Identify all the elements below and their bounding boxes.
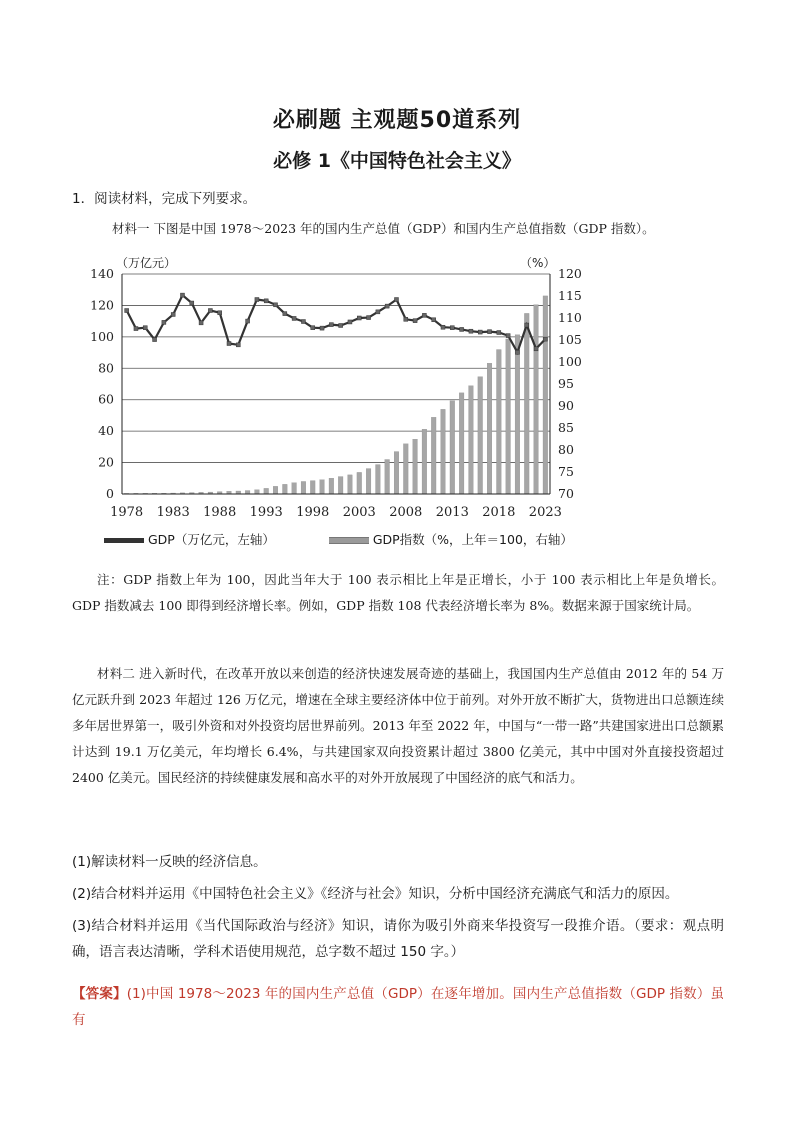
gdp-index-point-2019 <box>506 334 510 338</box>
gdp-bar-2015 <box>469 386 474 494</box>
sub-question-3: (3)结合材料并运用《当代国际政治与经济》知识，请你为吸引外商来华投资写一段推介语。（要求：观点明确，语言表达清晰，学科术语使用规范，总字数不超过 150 字。） <box>72 918 724 960</box>
right-tick-label: 95 <box>558 376 574 391</box>
gdp-bar-2006 <box>385 460 390 494</box>
x-tick-label: 1978 <box>110 505 144 520</box>
gdp-bar-2007 <box>394 452 399 494</box>
left-tick-label: 140 <box>90 266 114 281</box>
gdp-index-point-1987 <box>208 309 212 313</box>
right-tick-label: 110 <box>558 310 582 325</box>
x-tick-label: 2008 <box>389 505 423 520</box>
gdp-index-point-1990 <box>236 343 240 347</box>
gdp-bar-2008 <box>403 444 408 494</box>
gdp-index-point-1993 <box>264 299 268 303</box>
gdp-index-point-2022 <box>534 347 538 351</box>
gdp-bar-1993 <box>264 488 269 494</box>
gdp-index-point-1991 <box>246 319 250 323</box>
left-tick-label: 0 <box>106 486 114 501</box>
gdp-bar-2022 <box>534 305 539 494</box>
gdp-bar-2021 <box>524 313 529 494</box>
x-tick-label: 1998 <box>296 505 330 520</box>
gdp-index-point-2009 <box>413 319 417 323</box>
gdp-index-point-1995 <box>283 312 287 316</box>
legend-gdp-label: GDP（万亿元，左轴） <box>148 532 275 547</box>
gdp-bar-1997 <box>301 481 306 494</box>
gdp-index-point-2023 <box>543 337 547 341</box>
gdp-index-point-1981 <box>153 338 157 342</box>
sub-question-1: (1)解读材料一反映的经济信息。 <box>72 854 267 870</box>
x-tick-label: 1993 <box>249 505 283 520</box>
gdp-bar-1991 <box>245 491 250 494</box>
gdp-index-point-2004 <box>367 316 371 320</box>
gdp-bar-2017 <box>487 363 492 494</box>
gdp-index-point-1999 <box>320 326 324 330</box>
gdp-bar-2018 <box>497 350 502 494</box>
gdp-bar-1995 <box>283 484 288 494</box>
gdp-bar-2005 <box>376 465 381 494</box>
sub-question-2: (2)结合材料并运用《中国特色社会主义》《经济与社会》知识，分析中国经济充满底气和活力的原因。 <box>72 886 679 902</box>
legend-index <box>329 530 573 548</box>
x-tick-label: 2023 <box>528 505 562 520</box>
page-title: 必刷题 主观题50道系列 <box>272 108 522 133</box>
gdp-index-point-2017 <box>488 330 492 334</box>
legend-gdp-swatch <box>104 538 144 543</box>
gdp-bar-2014 <box>459 393 464 494</box>
gdp-index-point-1982 <box>162 320 166 324</box>
question-stem: 1．阅读材料，完成下列要求。 <box>72 191 257 207</box>
gdp-bar-2023 <box>543 296 548 494</box>
legend-gdp <box>104 530 275 548</box>
gdp-bar-2002 <box>348 475 353 494</box>
gdp-bar-2000 <box>329 478 334 494</box>
material1-intro: 材料一 下图是中国 1978～2023 年的国内生产总值（GDP）和国内生产总值指数（GDP 指数）。 <box>112 221 655 236</box>
right-tick-label: 100 <box>558 354 582 369</box>
gdp-index-point-1980 <box>143 326 147 330</box>
x-tick-label: 1988 <box>203 505 237 520</box>
left-tick-label: 20 <box>98 454 114 470</box>
gdp-bar-1994 <box>273 486 278 494</box>
gdp-index-point-2016 <box>478 330 482 334</box>
right-tick-label: 105 <box>558 332 582 347</box>
gdp-index-point-2012 <box>441 325 445 329</box>
gdp-index-point-2008 <box>404 317 408 321</box>
left-tick-label: 100 <box>90 328 114 344</box>
gdp-index-point-1979 <box>134 327 138 331</box>
gdp-index-point-2013 <box>450 326 454 330</box>
gdp-bar-2001 <box>338 477 343 494</box>
page-subtitle: 必修 1《中国特色社会主义》 <box>273 150 521 172</box>
right-tick-label: 80 <box>558 442 574 457</box>
material2: 材料二 进入新时代，在改革开放以来创造的经济快速发展奇迹的基础上，我国国内生产总值由 2012 年的 54 万亿元跃升到 2023 年超过 126 万亿元，增速在全球主要经济体中位于前列。对外开放不断扩大，货物进出口总额连续多年居世界第一，吸引外资和对外投资均居世界前列。2013 年至 2022 年，中国与“一带一路”共建国家进出口总额累计达到 19.1 万亿美元，年均增长 6.4%，与共建国家双向投资累计超过 3800 亿美元，其中中国对外直接投资超过 2400 亿美元。国民经济的持续健康发展和高水平的对外开放展现了中国经济的底气和活力。 <box>72 666 724 785</box>
gdp-bar-1996 <box>292 483 297 494</box>
right-axis-unit: （%） <box>520 256 556 270</box>
gdp-index-point-2003 <box>357 316 361 320</box>
gdp-index-point-2006 <box>385 304 389 308</box>
gdp-bar-2020 <box>515 335 520 494</box>
chart-gridlines <box>122 274 550 463</box>
gdp-index-point-1983 <box>171 312 175 316</box>
gdp-index-point-2015 <box>469 329 473 333</box>
gdp-index-point-2014 <box>460 327 464 331</box>
answer-tag: 【答案】 <box>72 986 127 1002</box>
gdp-bar-2010 <box>422 429 427 494</box>
gdp-index-point-2000 <box>329 323 333 327</box>
gdp-bar-2019 <box>506 339 511 494</box>
gdp-index-point-1992 <box>255 298 259 302</box>
gdp-index-point-1997 <box>301 320 305 324</box>
gdp-index-point-2005 <box>376 310 380 314</box>
left-tick-label: 40 <box>98 423 114 439</box>
answer-line <box>72 981 724 1033</box>
gdp-bar-1992 <box>255 490 260 494</box>
gdp-index-point-1994 <box>274 303 278 307</box>
left-tick-label: 120 <box>90 297 114 313</box>
gdp-index-point-2021 <box>525 323 529 327</box>
gdp-bar-2012 <box>441 409 446 494</box>
gdp-index-point-1978 <box>125 309 129 313</box>
gdp-bar-1999 <box>320 480 325 494</box>
gdp-index-polyline <box>127 295 546 352</box>
gdp-bar-2004 <box>366 469 371 494</box>
gdp-bar-1998 <box>310 481 315 494</box>
chart-legend <box>104 530 573 548</box>
left-tick-label: 80 <box>98 360 114 376</box>
chart-note: 注：GDP 指数上年为 100，因此当年大于 100 表示相比上年是正增长，小于 100 表示相比上年是负增长。GDP 指数减去 100 即得到经济增长率。例如，GDP 指数 108 代表经济增长率为 8%。数据来源于国家统计局。 <box>72 572 724 613</box>
gdp-index-point-1986 <box>199 321 203 325</box>
right-tick-label: 90 <box>558 398 574 413</box>
right-tick-label: 85 <box>558 420 574 435</box>
right-tick-label: 70 <box>558 486 574 501</box>
answer-text: (1)中国 1978～2023 年的国内生产总值（GDP）在逐年增加。国内生产总值指数（GDP 指数）虽有 <box>72 986 725 1028</box>
gdp-index-point-1988 <box>218 311 222 315</box>
gdp-index-line <box>125 293 548 354</box>
x-tick-label: 2018 <box>482 505 516 520</box>
gdp-bar-2011 <box>431 417 436 494</box>
left-axis-unit: （万亿元） <box>116 256 177 270</box>
gdp-index-point-2010 <box>422 313 426 317</box>
legend-index-swatch <box>329 537 369 544</box>
gdp-bar-2013 <box>450 401 455 494</box>
gdp-index-point-1996 <box>292 316 296 320</box>
right-tick-label: 115 <box>558 288 582 303</box>
x-tick-label: 2013 <box>435 505 469 520</box>
x-tick-label: 1983 <box>156 505 190 520</box>
gdp-chart <box>82 254 582 522</box>
gdp-index-point-2020 <box>515 350 519 354</box>
gdp-bar-2009 <box>413 439 418 494</box>
gdp-index-point-2018 <box>497 331 501 335</box>
gdp-index-point-2007 <box>394 298 398 302</box>
gdp-index-point-1984 <box>180 293 184 297</box>
gdp-index-point-1985 <box>190 301 194 305</box>
gdp-bar-2003 <box>357 472 362 494</box>
gdp-index-point-2002 <box>348 320 352 324</box>
gdp-index-point-2011 <box>432 318 436 322</box>
gdp-index-point-2001 <box>339 323 343 327</box>
right-tick-label: 120 <box>558 266 582 281</box>
x-tick-label: 2003 <box>342 505 376 520</box>
legend-index-label: GDP指数（%，上年＝100，右轴） <box>372 532 573 547</box>
gdp-index-point-1989 <box>227 342 231 346</box>
left-tick-label: 60 <box>98 391 114 407</box>
right-tick-label: 75 <box>558 464 574 479</box>
gdp-index-point-1998 <box>311 326 315 330</box>
gdp-bar-2016 <box>478 377 483 494</box>
